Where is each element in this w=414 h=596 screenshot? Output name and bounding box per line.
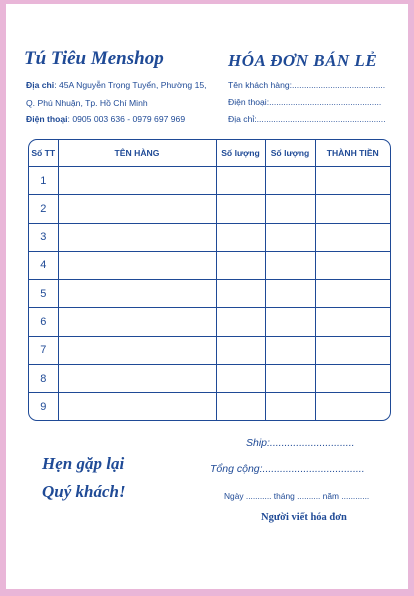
row-number: 6 [29, 308, 58, 336]
shop-address-line2: Q. Phú Nhuận, Tp. Hồ Chí Minh [26, 98, 148, 108]
farewell-line2: Quý khách! [42, 482, 126, 501]
table-row [29, 364, 390, 392]
cell-quantity-1 [216, 280, 265, 308]
cell-quantity-1 [216, 336, 265, 364]
col-header-amount: THÀNH TIỀN [315, 140, 390, 167]
table-row [29, 336, 390, 364]
phone-label: Điện thoại [26, 114, 68, 124]
cell-quantity-2 [265, 251, 315, 279]
cell-product [58, 195, 216, 223]
shop-address-line1 [26, 80, 207, 90]
col-header-quantity-1: Số lượng [216, 140, 265, 167]
customer-phone-field: Điện thoại:............................................... [228, 97, 382, 107]
cell-quantity-1 [216, 223, 265, 251]
row-number: 8 [29, 364, 58, 392]
cell-quantity-1 [216, 364, 265, 392]
total-field: Tổng cộng:................................... [210, 463, 365, 475]
row-number: 3 [29, 223, 58, 251]
cell-quantity-2 [265, 308, 315, 336]
items-table [28, 139, 391, 421]
table-row [29, 308, 390, 336]
cell-amount [315, 308, 390, 336]
shop-name: Tú Tiêu Menshop [24, 48, 164, 69]
cell-product [58, 251, 216, 279]
cell-quantity-2 [265, 195, 315, 223]
cell-quantity-2 [265, 167, 315, 195]
cell-product [58, 308, 216, 336]
col-header-stt: Số TT [29, 140, 58, 167]
signer-label: Người viết hóa đơn [261, 512, 347, 523]
cell-quantity-2 [265, 393, 315, 420]
cell-amount [315, 195, 390, 223]
date-field: Ngày ........... tháng .......... năm ............ [224, 491, 370, 501]
cell-quantity-2 [265, 223, 315, 251]
shop-phone [26, 114, 185, 124]
cell-amount [315, 223, 390, 251]
cell-quantity-2 [265, 336, 315, 364]
row-number: 1 [29, 167, 58, 195]
cell-quantity-1 [216, 195, 265, 223]
cell-quantity-1 [216, 251, 265, 279]
cell-quantity-1 [216, 308, 265, 336]
cell-quantity-1 [216, 167, 265, 195]
table-row [29, 195, 390, 223]
row-number: 5 [29, 280, 58, 308]
row-number: 9 [29, 393, 58, 420]
cell-amount [315, 393, 390, 420]
cell-product [58, 336, 216, 364]
cell-quantity-1 [216, 393, 265, 420]
table-row [29, 280, 390, 308]
table-row [29, 393, 390, 420]
address-value: : 45A Nguyễn Trọng Tuyển, Phường 15, [54, 80, 207, 90]
cell-amount [315, 364, 390, 392]
customer-address-field: Địa chỉ:...................................................... [228, 114, 386, 124]
phone-value: : 0905 003 636 - 0979 697 969 [67, 114, 186, 124]
farewell-line1: Hẹn gặp lại [42, 454, 125, 473]
invoice-sheet [6, 4, 408, 589]
table-row [29, 223, 390, 251]
cell-product [58, 364, 216, 392]
table-header-row [29, 140, 390, 167]
col-header-quantity-2: Số lượng [265, 140, 315, 167]
address-label: Địa chỉ [26, 80, 55, 90]
customer-name-field: Tên khách hàng:....................................... [228, 80, 386, 90]
cell-quantity-2 [265, 280, 315, 308]
row-number: 2 [29, 195, 58, 223]
col-header-product: TÊN HÀNG [58, 140, 216, 167]
shipping-field: Ship:............................. [246, 437, 355, 449]
table-row [29, 251, 390, 279]
invoice-title: HÓA ĐƠN BÁN LẺ [228, 51, 378, 70]
table-row [29, 167, 390, 195]
cell-product [58, 393, 216, 420]
row-number: 4 [29, 251, 58, 279]
cell-product [58, 223, 216, 251]
cell-product [58, 167, 216, 195]
cell-amount [315, 167, 390, 195]
cell-amount [315, 280, 390, 308]
row-number: 7 [29, 336, 58, 364]
cell-amount [315, 251, 390, 279]
cell-quantity-2 [265, 364, 315, 392]
cell-amount [315, 336, 390, 364]
cell-product [58, 280, 216, 308]
